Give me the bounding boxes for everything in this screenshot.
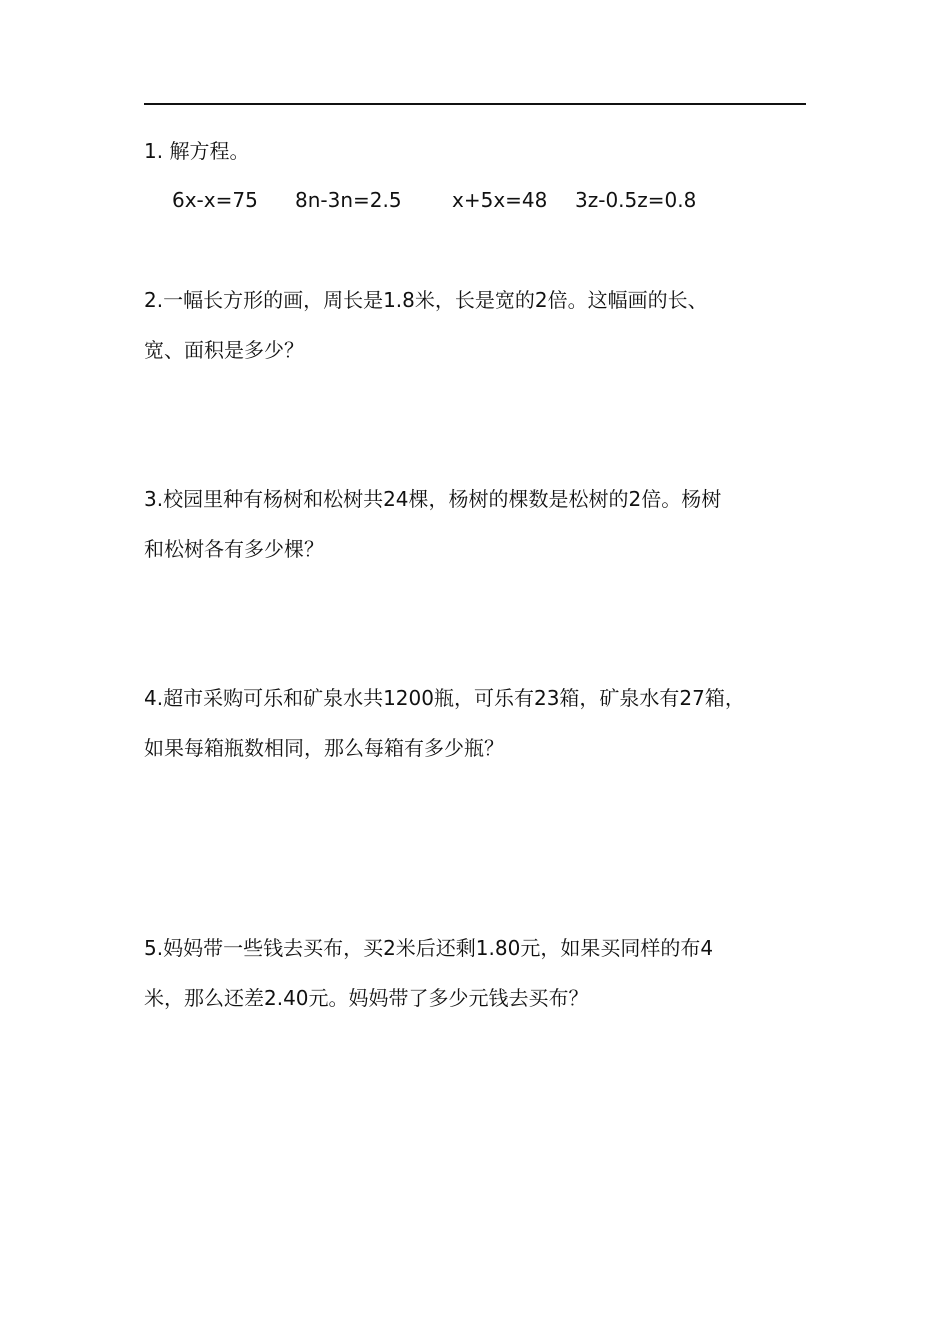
question-5-line-2: 米，那么还差2.40元。妈妈带了多少元钱去买布？	[144, 986, 589, 1010]
question-2-line-2: 宽、面积是多少？	[144, 338, 304, 362]
question-3-line-1: 3.校园里种有杨树和松树共24棵，杨树的棵数是松树的2倍。杨树	[144, 487, 722, 511]
question-3-line-2: 和松树各有多少棵？	[144, 537, 324, 561]
equation-1: 6x-x=75	[172, 188, 258, 212]
question-2-line-1: 2.一幅长方形的画，周长是1.8米，长是宽的2倍。这幅画的长、	[144, 288, 708, 312]
question-5-line-1: 5.妈妈带一些钱去买布，买2米后还剩1.80元，如果买同样的布4	[144, 936, 714, 960]
question-4-line-2: 如果每箱瓶数相同，那么每箱有多少瓶？	[144, 736, 504, 760]
question-1-title: 1. 解方程。	[144, 139, 250, 163]
equation-3: x+5x=48	[452, 188, 548, 212]
equation-4: 3z-0.5z=0.8	[575, 188, 697, 212]
equation-2: 8n-3n=2.5	[295, 188, 402, 212]
header-rule	[144, 103, 806, 105]
question-4-line-1: 4.超市采购可乐和矿泉水共1200瓶，可乐有23箱，矿泉水有27箱，	[144, 686, 745, 710]
